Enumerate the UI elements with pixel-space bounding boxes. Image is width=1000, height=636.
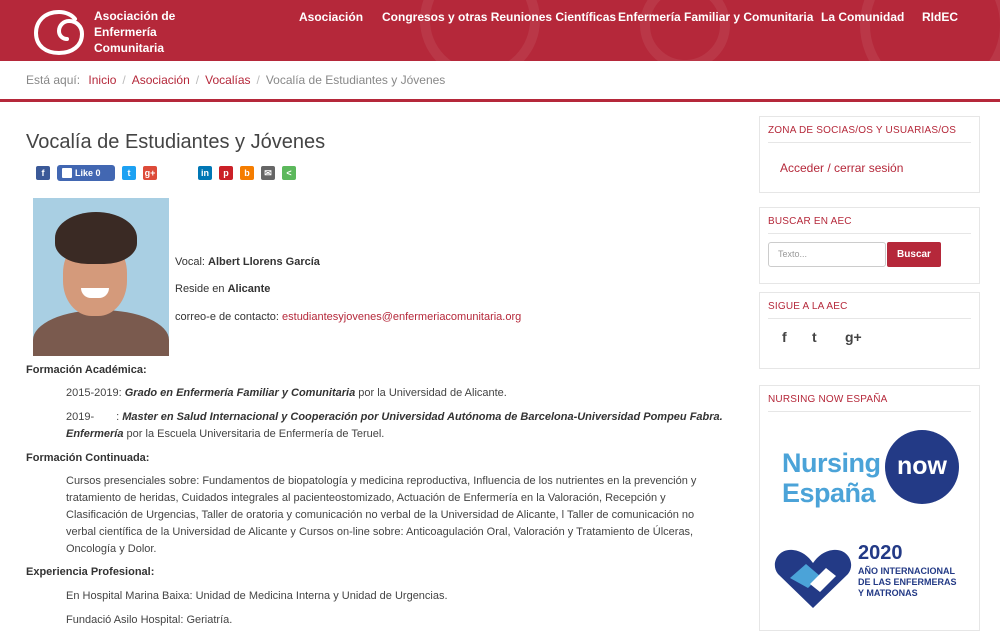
members-box-title: ZONA DE SOCIAS/OS Y USUARIAS/OS (768, 125, 971, 143)
nursing-now-circle: now (885, 430, 959, 504)
members-box (759, 116, 980, 193)
header-divider (0, 99, 1000, 102)
breadcrumb-separator: / (122, 73, 126, 87)
nav-item-enfermeria[interactable]: Enfermería Familiar y Comunitaria (618, 10, 814, 24)
experience-item: Fundació Asilo Hospital: Geriatría. (66, 614, 233, 626)
breadcrumb-link[interactable]: Asociación (131, 73, 190, 87)
academic-item: 2019- : Master en Salud Internacional y Cooperación por Universidad Autónoma de Barcelona-Universidad Pompeu Fabra. Enfermería por la Escuela Universitaria de Enfermería de Teruel. (66, 411, 723, 440)
pinterest-share-icon[interactable]: p (219, 166, 233, 180)
email-share-icon[interactable]: ✉ (261, 166, 275, 180)
site-header (0, 0, 1000, 61)
thumbs-up-icon (62, 168, 72, 178)
experience-item: En Hospital Marina Baixa: Unidad de Medicina Interna y Unidad de Urgencias. (66, 590, 448, 602)
breadcrumb-current: Vocalía de Estudiantes y Jóvenes (265, 73, 446, 87)
googleplus-share-icon[interactable]: g+ (144, 168, 156, 178)
blogger-share-icon[interactable]: b (240, 166, 254, 180)
vocal-name: Albert Llorens García (208, 256, 320, 268)
academic-years: 2019- (66, 411, 95, 423)
vocal-photo (33, 198, 169, 356)
twitter-icon[interactable]: t (812, 329, 817, 345)
breadcrumb-separator: / (195, 73, 200, 87)
breadcrumb-link[interactable]: Inicio (88, 73, 117, 87)
facebook-icon[interactable]: f (782, 329, 787, 345)
nav-item-asociacion[interactable]: Asociación (299, 10, 364, 24)
login-link[interactable]: Acceder / cerrar sesión (780, 161, 904, 175)
search-box (759, 207, 980, 284)
year-number: 2020 (858, 542, 903, 564)
main-nav (0, 10, 1000, 28)
academic-institution: por la Universidad de Alicante. (358, 387, 507, 399)
vocal-label: Vocal: (175, 256, 205, 268)
nursing-now-line: España (782, 478, 876, 508)
share-icon[interactable]: < (282, 166, 296, 180)
nav-item-ridec[interactable]: RIdEC (922, 10, 958, 24)
nursing-now-line: Nursing (782, 448, 881, 478)
search-button[interactable]: Buscar (887, 242, 941, 267)
like-count: 0 (95, 168, 101, 178)
nursing-now-wordmark (782, 448, 881, 508)
section-heading: Experiencia Profesional: (26, 566, 155, 578)
follow-box-title: SIGUE A LA AEC (768, 301, 971, 319)
facebook-like-button[interactable] (57, 165, 115, 181)
photo-hair (55, 212, 137, 264)
reside-label: Reside en (175, 283, 225, 295)
photo-shoulders (33, 310, 169, 356)
nav-item-congresos[interactable]: Congresos y otras Reuniones Científicas (382, 10, 617, 24)
academic-years: 2015-2019: (66, 387, 122, 399)
contact-line (175, 311, 521, 323)
year-of-nurse-logo[interactable] (774, 540, 974, 612)
contact-email-link[interactable]: estudiantesyjovenes@enfermeriacomunitaria.org (282, 311, 522, 323)
academic-institution: por la Escuela Universitaria de Enfermería de Teruel. (126, 428, 385, 440)
reside-city: Alicante (227, 283, 271, 295)
like-label: Like (75, 168, 94, 178)
breadcrumb-separator: / (256, 73, 260, 87)
linkedin-share-icon[interactable]: in (198, 166, 212, 180)
logo-line: Enfermería (94, 25, 157, 39)
year-line: DE LAS ENFERMERAS (858, 577, 957, 587)
hands-heart-icon (774, 544, 852, 610)
logo-line: Comunitaria (94, 41, 165, 55)
academic-item (66, 385, 726, 402)
search-box-title: BUSCAR EN AEC (768, 216, 971, 234)
facebook-share-icon[interactable]: f (36, 166, 50, 180)
breadcrumb-prefix: Está aquí: (26, 73, 81, 87)
academic-degree: Grado en Enfermería Familiar y Comunitaria (124, 387, 356, 399)
breadcrumb-link[interactable]: Vocalías (205, 73, 251, 87)
nursing-now-box (759, 385, 980, 631)
contact-label: correo-e de contacto: (175, 311, 279, 323)
year-text (858, 566, 957, 599)
year-line: AÑO INTERNACIONAL (858, 566, 955, 576)
twitter-share-icon[interactable]: t (122, 166, 136, 180)
section-heading: Formación Continuada: (26, 452, 150, 464)
academic-degree: Master en Salud Internacional y Cooperación por Universidad Autónoma de Barcelona-Universidad Pompeu Fabra. Enfermería (66, 411, 723, 440)
continuing-education-text: Cursos presenciales sobre: Fundamentos de biopatología y medicina reproductiva, Influencia de los nutrientes en la prevención y tratamiento de heridas, Cuidados integrales al pacienteostomizado, Actuación de Enfermería en la Valoración, Recepción y Clasificación de Urgencias, Taller de oratoria y comunicación no verbal de la Universidad de Alicante, l Taller de comunicación no verbal científica de la Universidad de Alicante y Cursos on-line sobre: Anticoagulación Oral, Valoración y Tratamiento de Úlceras, Oncología y Dolor. (66, 475, 697, 555)
nav-item-comunidad[interactable]: La Comunidad (821, 10, 905, 24)
section-heading: Formación Académica: (26, 364, 147, 376)
reside-line (175, 283, 270, 295)
nursing-now-logo[interactable] (782, 430, 962, 520)
logo-line: Asociación de (94, 9, 176, 23)
breadcrumb (26, 73, 445, 87)
page-title: Vocalía de Estudiantes y Jóvenes (26, 131, 326, 153)
follow-box (759, 292, 980, 369)
vocal-line (175, 256, 320, 268)
googleplus-icon[interactable]: g+ (845, 329, 862, 345)
nursing-now-box-title: NURSING NOW ESPAÑA (768, 394, 971, 412)
year-line: Y MATRONAS (858, 588, 918, 598)
search-input[interactable]: Texto... (768, 242, 886, 267)
